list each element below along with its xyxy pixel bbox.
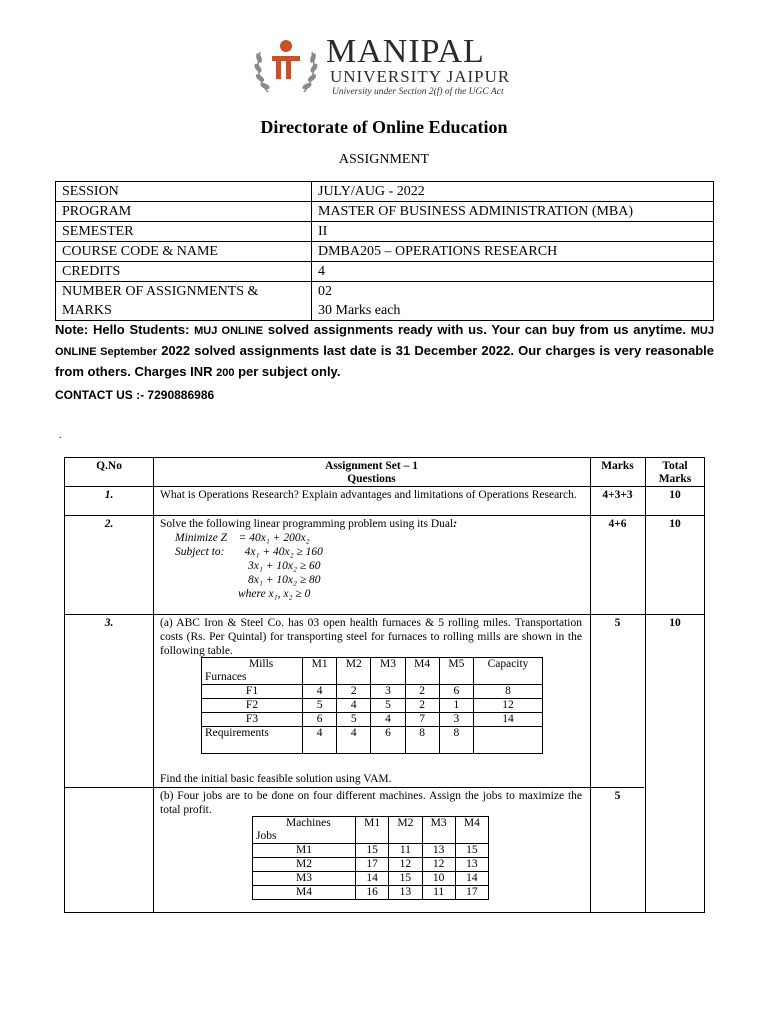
table-row bbox=[202, 699, 543, 713]
table-cell: 15 bbox=[455, 844, 488, 858]
info-row bbox=[56, 282, 714, 321]
table-cell: 14 bbox=[455, 872, 488, 886]
column-header: M1 bbox=[356, 817, 389, 844]
table-row bbox=[202, 727, 543, 754]
note-text: Note: Hello Students: bbox=[55, 322, 190, 337]
lp-line: Subject to: 4x₁ + 40x₂ ≥ 160 bbox=[175, 546, 323, 558]
table-row bbox=[253, 858, 489, 872]
course-info-table bbox=[55, 181, 714, 321]
table-row bbox=[253, 872, 489, 886]
note-text: per subject only. bbox=[238, 364, 341, 379]
question-number: 3. bbox=[104, 617, 114, 629]
question-number: 1. bbox=[104, 489, 114, 501]
question-colon: : bbox=[453, 518, 458, 530]
question-text: What is Operations Research? Explain advantages and limitations of Operations Research. bbox=[160, 489, 577, 501]
info-row bbox=[56, 202, 714, 222]
stray-dot: . bbox=[59, 430, 62, 441]
question-text-main: Solve the following linear programming problem using its Dual bbox=[160, 518, 454, 530]
table-cell: 6 bbox=[371, 727, 405, 754]
page-subtitle: ASSIGNMENT bbox=[338, 152, 430, 167]
assignment-table bbox=[64, 457, 705, 913]
table-cell: 17 bbox=[356, 858, 389, 872]
info-value: II bbox=[312, 222, 714, 242]
corner-label: Jobs bbox=[256, 830, 277, 842]
note-text: 200 bbox=[216, 367, 235, 379]
table-cell: 8 bbox=[474, 685, 543, 699]
question-instruction: Find the initial basic feasible solution using VAM. bbox=[160, 773, 392, 785]
table-cell: 6 bbox=[303, 713, 337, 727]
info-key: NUMBER OF ASSIGNMENTS & MARKS bbox=[56, 282, 312, 321]
corner-cell bbox=[253, 817, 356, 844]
header-qno: Q.No bbox=[96, 460, 122, 472]
question-marks: 5 bbox=[614, 790, 621, 802]
column-header: Capacity bbox=[474, 658, 543, 685]
table-cell: 1 bbox=[439, 699, 473, 713]
note-text: 2022 solved assignments last date is 31 December 2022. Our charges is very reasonable from others. Charges INR bbox=[55, 343, 714, 379]
column-header: M3 bbox=[422, 817, 455, 844]
table-cell: 12 bbox=[389, 858, 422, 872]
question-total: 10 bbox=[669, 518, 681, 530]
table-cell: 4 bbox=[371, 713, 405, 727]
table-cell: 4 bbox=[303, 727, 337, 754]
info-row bbox=[56, 242, 714, 262]
row-label: M1 bbox=[253, 844, 356, 858]
header-marks: Marks bbox=[601, 460, 634, 472]
table-cell: 13 bbox=[455, 858, 488, 872]
info-row bbox=[56, 222, 714, 242]
table-cell: 11 bbox=[422, 886, 455, 900]
table-cell: 13 bbox=[422, 844, 455, 858]
row-label: M3 bbox=[253, 872, 356, 886]
info-row bbox=[56, 182, 714, 202]
table-cell: 3 bbox=[371, 685, 405, 699]
table-cell: 14 bbox=[356, 872, 389, 886]
logo-name: MANIPAL bbox=[326, 33, 485, 70]
column-header: M2 bbox=[337, 658, 371, 685]
question-marks: 5 bbox=[614, 617, 621, 629]
table-cell: 12 bbox=[474, 699, 543, 713]
info-key: SESSION bbox=[56, 182, 312, 202]
question-marks: 4+6 bbox=[608, 518, 627, 530]
transport-cost-table bbox=[201, 657, 543, 754]
question-number: 2. bbox=[104, 518, 114, 530]
university-logo bbox=[250, 30, 530, 100]
table-cell: 8 bbox=[439, 727, 473, 754]
header-questions: Questions bbox=[347, 473, 396, 485]
lp-line: 3x₁ + 10x₂ ≥ 60 bbox=[248, 560, 321, 572]
info-value: JULY/AUG - 2022 bbox=[312, 182, 714, 202]
note-text: solved assignments ready with us. Your can buy from us anytime. bbox=[267, 322, 687, 337]
corner-label: Machines bbox=[286, 817, 331, 829]
question-marks: 4+3+3 bbox=[602, 489, 633, 501]
info-key: COURSE CODE & NAME bbox=[56, 242, 312, 262]
question-total: 10 bbox=[669, 617, 681, 629]
table-row bbox=[202, 685, 543, 699]
table-cell: 7 bbox=[405, 713, 439, 727]
header-total: Total bbox=[662, 460, 688, 472]
job-profit-table bbox=[252, 816, 489, 900]
question-total: 10 bbox=[669, 489, 681, 501]
table-cell: 2 bbox=[405, 685, 439, 699]
table-cell: 4 bbox=[337, 727, 371, 754]
row-label: M4 bbox=[253, 886, 356, 900]
contact-line: CONTACT US :- 7290886986 bbox=[55, 388, 215, 402]
table-cell: 5 bbox=[371, 699, 405, 713]
corner-label: Furnaces bbox=[205, 671, 247, 683]
row-label: M2 bbox=[253, 858, 356, 872]
header-total: Marks bbox=[658, 473, 692, 485]
info-value: MASTER OF BUSINESS ADMINISTRATION (MBA) bbox=[312, 202, 714, 222]
note-text: MUJ ONLINE bbox=[194, 325, 264, 337]
table-cell: 5 bbox=[337, 713, 371, 727]
laurel-emblem-icon bbox=[250, 32, 322, 98]
question-text bbox=[160, 517, 582, 531]
info-row bbox=[56, 262, 714, 282]
table-cell: 2 bbox=[337, 685, 371, 699]
column-header: M2 bbox=[389, 817, 422, 844]
column-header: M5 bbox=[439, 658, 473, 685]
table-cell: 17 bbox=[455, 886, 488, 900]
table-cell: 3 bbox=[439, 713, 473, 727]
table-cell: 4 bbox=[337, 699, 371, 713]
assignment-count: 02 bbox=[318, 284, 332, 299]
row-label: F3 bbox=[202, 713, 303, 727]
info-value: 4 bbox=[312, 262, 714, 282]
table-cell: 6 bbox=[439, 685, 473, 699]
table-cell: 5 bbox=[303, 699, 337, 713]
corner-cell bbox=[202, 658, 303, 685]
column-header: M1 bbox=[303, 658, 337, 685]
note-text: MUJ ONLINE September bbox=[55, 325, 714, 358]
logo-subtitle: UNIVERSITY JAIPUR bbox=[330, 67, 511, 86]
note-paragraph bbox=[55, 320, 714, 383]
table-cell: 15 bbox=[389, 872, 422, 886]
lp-line: Minimize Z = 40x₁ + 200x₂ bbox=[175, 532, 310, 544]
corner-label: Mills bbox=[249, 658, 274, 670]
info-key: SEMESTER bbox=[56, 222, 312, 242]
row-label: Requirements bbox=[202, 727, 303, 754]
table-cell: 14 bbox=[474, 713, 543, 727]
table-cell: 2 bbox=[405, 699, 439, 713]
table-cell bbox=[474, 727, 543, 754]
info-key: PROGRAM bbox=[56, 202, 312, 222]
info-value bbox=[312, 282, 714, 321]
column-header: M4 bbox=[455, 817, 488, 844]
table-cell: 12 bbox=[422, 858, 455, 872]
table-row bbox=[253, 886, 489, 900]
table-cell: 11 bbox=[389, 844, 422, 858]
table-cell: 16 bbox=[356, 886, 389, 900]
question-text: (b) Four jobs are to be done on four different machines. Assign the jobs to maximize the total profit. bbox=[160, 790, 582, 816]
lp-line: where x₁, x₂ ≥ 0 bbox=[238, 588, 311, 600]
table-cell: 15 bbox=[356, 844, 389, 858]
logo-tagline: University under Section 2(f) of the UGC Act bbox=[332, 87, 504, 97]
row-label: F2 bbox=[202, 699, 303, 713]
table-cell: 10 bbox=[422, 872, 455, 886]
table-row bbox=[202, 713, 543, 727]
column-header: M3 bbox=[371, 658, 405, 685]
row-label: F1 bbox=[202, 685, 303, 699]
info-value: DMBA205 – OPERATIONS RESEARCH bbox=[312, 242, 714, 262]
question-text: (a) ABC Iron & Steel Co. has 03 open health furnaces & 5 rolling miles. Transportation costs (Rs. Per Quintal) for transporting steel for furnaces to rolling mills are shown in the following table. bbox=[160, 617, 582, 657]
column-header: M4 bbox=[405, 658, 439, 685]
table-cell: 13 bbox=[389, 886, 422, 900]
table-cell: 4 bbox=[303, 685, 337, 699]
table-row bbox=[253, 844, 489, 858]
lp-line: 8x₁ + 10x₂ ≥ 80 bbox=[248, 574, 321, 586]
info-key: CREDITS bbox=[56, 262, 312, 282]
marks-each: 30 Marks each bbox=[318, 303, 401, 318]
page-title: Directorate of Online Education bbox=[260, 117, 508, 137]
table-cell: 8 bbox=[405, 727, 439, 754]
header-set: Assignment Set – 1 bbox=[325, 460, 418, 472]
